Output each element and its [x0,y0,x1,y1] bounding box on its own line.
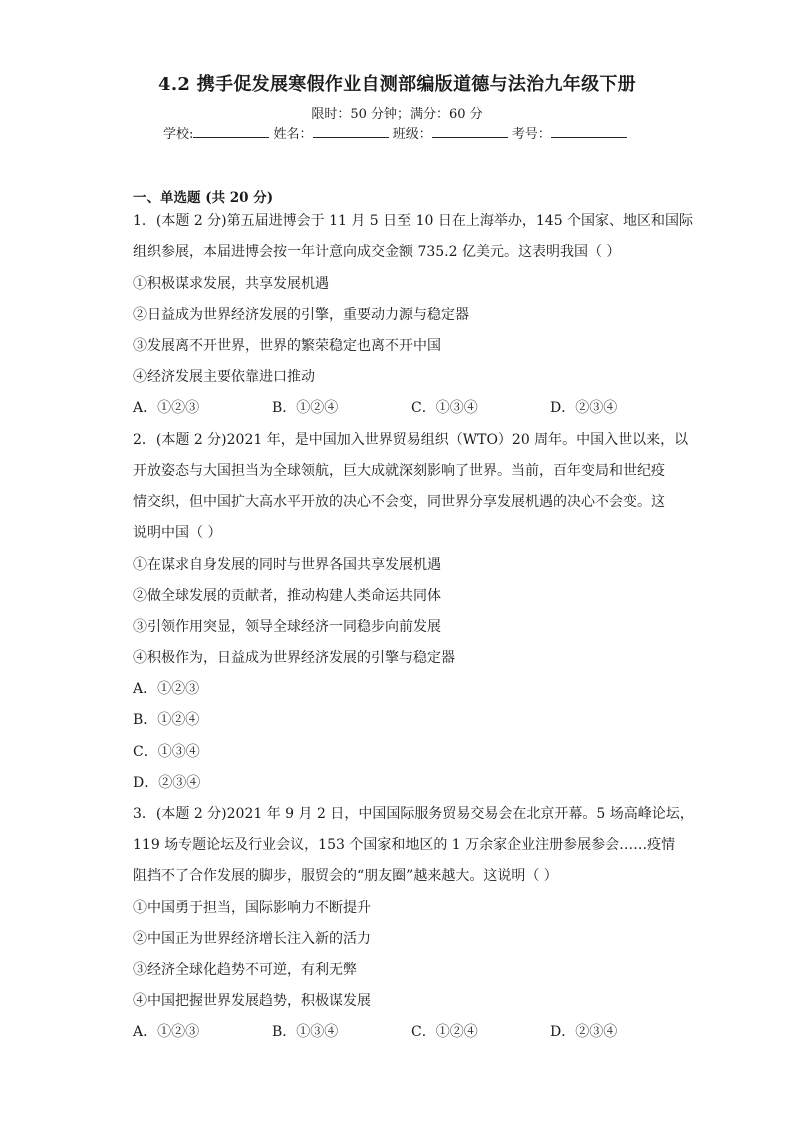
question-2-stem-line-3: 情交织，但中国扩大高水平开放的决心不会变，同世界分享发展机遇的决心不会变。这 [133,494,665,510]
question-3-option-d[interactable]: D．②③④ [550,1024,618,1040]
question-2-option-b[interactable]: B．①②④ [133,712,200,728]
question-3-statement-2: ②中国正为世界经济增长注入新的活力 [133,931,371,947]
question-2-option-a[interactable]: A．①②③ [133,681,200,697]
question-3-stem-line-2: 119 场专题论坛及行业会议，153 个国家和地区的 1 万余家企业注册参展参会……疫情 [133,837,676,853]
question-1-statement-2: ②日益成为世界经济发展的引擎，重要动力源与稳定器 [133,307,469,323]
name-blank [313,123,389,138]
question-1-statement-1: ①积极谋求发展，共享发展机遇 [133,276,329,292]
question-3-stem-line-1: 3．(本题 2 分)2021 年 9 月 2 日，中国国际服务贸易交易会在北京开幕。5 场高峰论坛， [133,806,694,822]
student-info-line [163,123,627,142]
question-3-option-b[interactable]: B．①③④ [272,1024,339,1040]
question-3-statement-3: ③经济全球化趋势不可逆，有利无弊 [133,962,357,978]
question-3-option-a[interactable]: A．①②③ [133,1024,200,1040]
question-1-option-a[interactable]: A．①②③ [133,400,200,416]
exam-number-blank [551,123,627,138]
question-2-statement-1: ①在谋求自身发展的同时与世界各国共享发展机遇 [133,557,441,573]
question-3-stem-line-3: 阻挡不了合作发展的脚步，服贸会的“朋友圈”越来越大。这说明（ ） [133,868,558,884]
name-label: 姓名： [273,127,313,142]
question-1-stem-line-2: 组织参展，本届进博会按一年计意向成交金额 735.2 亿美元。这表明我国（ ） [133,244,621,260]
question-1-statement-4: ④经济发展主要依靠进口推动 [133,369,315,385]
question-3-statement-4: ④中国把握世界发展趋势，积极谋发展 [133,993,371,1009]
time-score-limit: 限时：50 分钟；满分：60 分 [311,107,483,122]
school-blank [193,123,269,138]
section-heading: 一、单选题 (共 20 分) [133,190,274,206]
question-3-statement-1: ①中国勇于担当，国际影响力不断提升 [133,900,371,916]
document-title: 4.2 携手促发展寒假作业自测部编版道德与法治九年级下册 [158,74,636,95]
class-label: 班级： [392,127,432,142]
question-2-option-c[interactable]: C．①③④ [133,744,200,760]
question-1-stem-line-1: 1．(本题 2 分)第五届进博会于 11 月 5 日至 10 日在上海举办，145 个国家、地区和国际 [133,213,694,229]
question-2-statement-3: ③引领作用突显，领导全球经济一同稳步向前发展 [133,619,441,635]
question-1-option-b[interactable]: B．①②④ [272,400,339,416]
question-2-option-d[interactable]: D．②③④ [133,775,201,791]
question-2-stem-line-1: 2．(本题 2 分)2021 年，是中国加入世界贸易组织（WTO）20 周年。中国入世以来，以 [133,432,689,448]
question-2-statement-2: ②做全球发展的贡献者，推动构建人类命运共同体 [133,588,441,604]
question-3-options [133,1022,617,1042]
question-2-stem-line-2: 开放姿态与大国担当为全球领航，巨大成就深刻影响了世界。当前，百年变局和世纪疫 [133,463,665,479]
question-1-option-d[interactable]: D．②③④ [550,400,618,416]
question-2-statement-4: ④积极作为，日益成为世界经济发展的引擎与稳定器 [133,650,455,666]
class-blank [432,123,508,138]
exam-number-label: 考号： [511,127,551,142]
question-2-stem-line-4: 说明中国（ ） [133,525,222,541]
question-1-statement-3: ③发展离不开世界，世界的繁荣稳定也离不开中国 [133,338,441,354]
question-3-option-c[interactable]: C．①②④ [411,1024,478,1040]
question-1-options [133,398,617,418]
question-1-option-c[interactable]: C．①③④ [411,400,478,416]
school-label: 学校: [163,127,194,142]
